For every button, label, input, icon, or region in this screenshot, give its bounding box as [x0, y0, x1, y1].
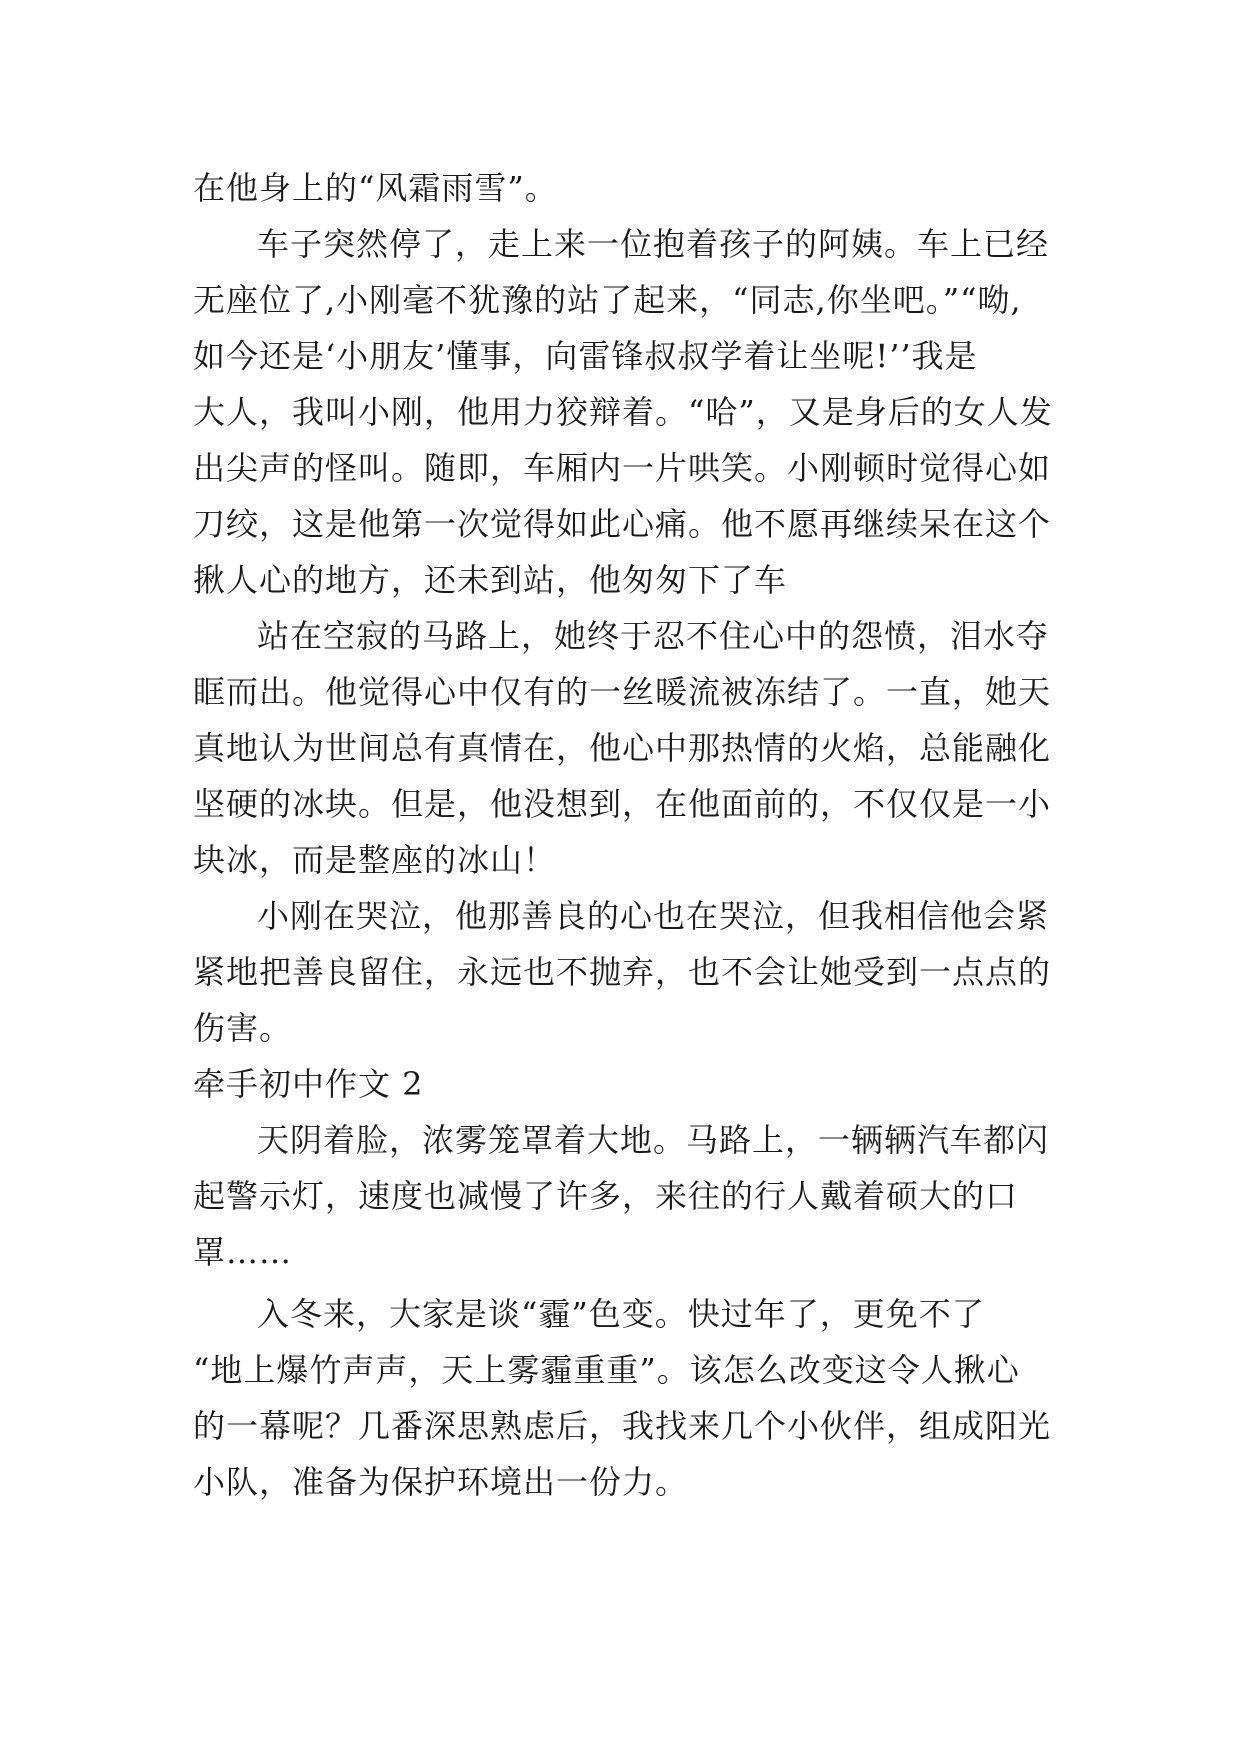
- text-line: 伤害。: [193, 1009, 293, 1047]
- text-line: 如今还是‘小朋友’懂事，向雷锋叔叔学着让坐呢!’’我是: [193, 337, 978, 375]
- paragraph-first-line: 小刚在哭泣，他那善良的心也在哭泣，但我相信他会紧: [257, 897, 1050, 935]
- text-line: 大人，我叫小刚，他用力狡辩着。“哈”，又是身后的女人发: [193, 393, 1053, 431]
- paragraph-first-line: 天阴着脸，浓雾笼罩着大地。马路上，一辆辆汽车都闪: [257, 1121, 1050, 1159]
- text-line: 刀绞，这是他第一次觉得如此心痛。他不愿再继续呆在这个: [193, 505, 1052, 543]
- text-line: 小队，准备为保护环境出一份力。: [193, 1463, 689, 1501]
- text-line: 起警示灯，速度也减慢了许多，来往的行人戴着硕大的口: [193, 1177, 1019, 1215]
- text-line: 无座位了,小刚毫不犹豫的站了起来，“同志,你坐吧。”“呦,: [193, 281, 1022, 319]
- text-line: 真地认为世间总有真情在，他心中那热情的火焰，总能融化: [193, 729, 1052, 767]
- text-line: 坚硬的冰块。但是，他没想到，在他面前的，不仅仅是一小: [193, 785, 1052, 823]
- text-line: 出尖声的怪叫。随即，车厢内一片哄笑。小刚顿时觉得心如: [193, 449, 1052, 487]
- text-line: 在他身上的“风霜雨雪”。: [193, 169, 558, 207]
- paragraph-first-line: 车子突然停了，走上来一位抱着孩子的阿姨。车上已经: [257, 225, 1050, 263]
- section-heading: 牵手初中作文 2: [193, 1065, 424, 1103]
- text-line: 眶而出。他觉得心中仅有的一丝暖流被冻结了。一直，她天: [193, 673, 1052, 711]
- text-line: 的一幕呢？几番深思熟虑后，我找来几个小伙伴，组成阳光: [193, 1407, 1052, 1445]
- text-line: 紧地把善良留住，永远也不抛弃，也不会让她受到一点点的: [193, 953, 1052, 991]
- text-line: 块冰，而是整座的冰山！: [193, 841, 557, 879]
- paragraph-first-line: 站在空寂的马路上，她终于忍不住心中的怨愤，泪水夺: [257, 617, 1050, 655]
- text-line: “地上爆竹声声，天上雾霾重重”。该怎么改变这令人揪心: [193, 1351, 1020, 1389]
- text-line: 罩……: [193, 1233, 293, 1271]
- text-line: 揪人心的地方，还未到站，他匆匆下了车: [193, 561, 788, 599]
- paragraph-first-line: 入冬来，大家是谈“霾”色变。快过年了，更免不了: [257, 1295, 985, 1333]
